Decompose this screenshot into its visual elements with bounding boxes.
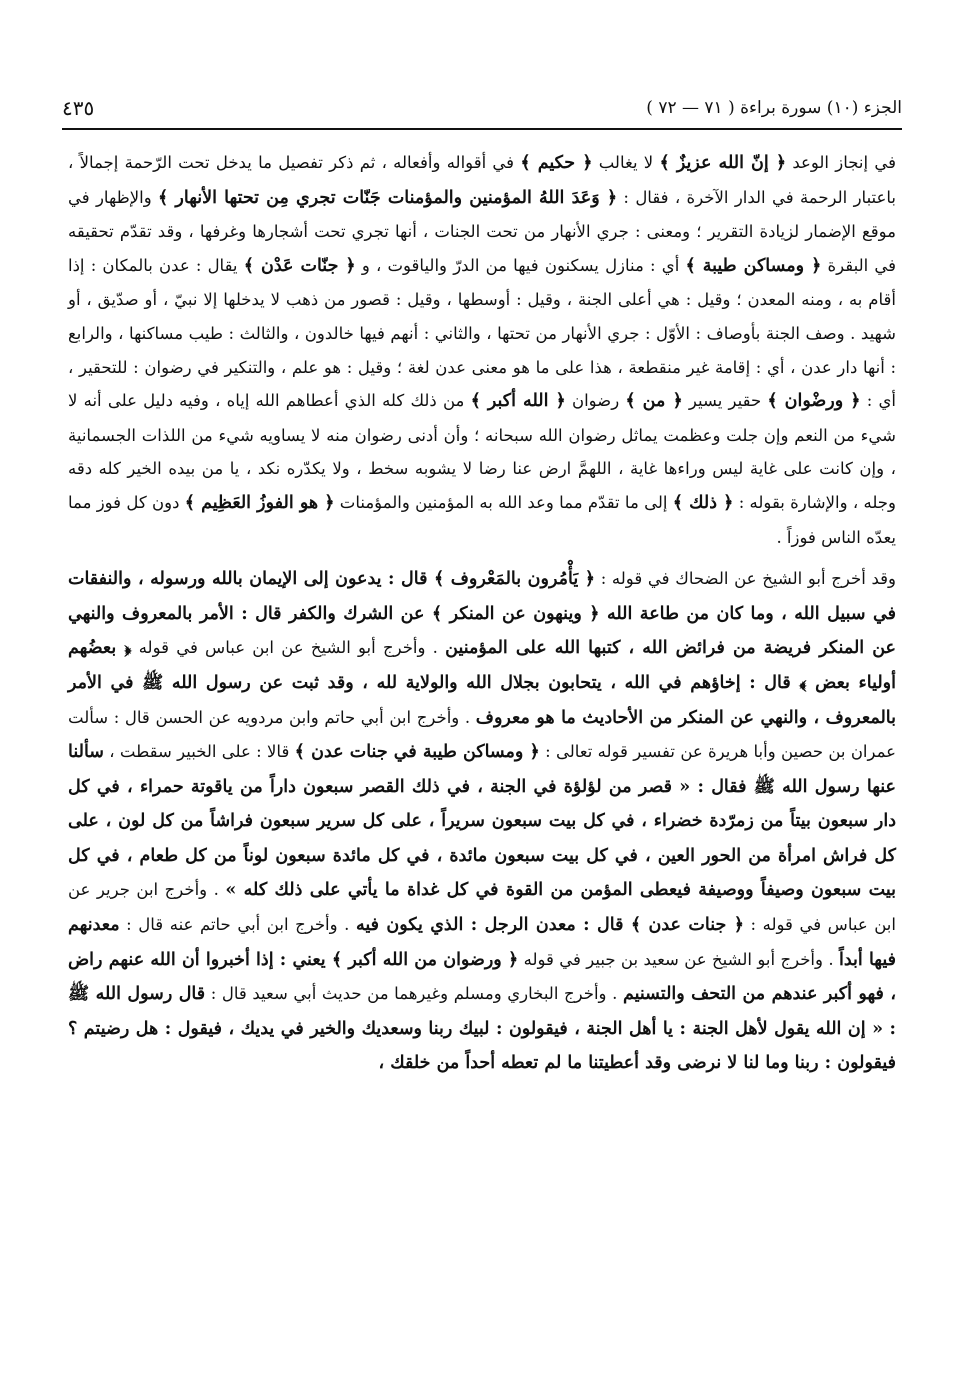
bold-text-segment: ﴿ وَعَدَ اللهُ المؤمنين والمؤمنات جَنّات تجري مِن تحتها الأنهار ﴾ (158, 187, 618, 208)
text-segment: أي : منازل يسكنون فيها من الدرّ والياقوت ، و (355, 255, 686, 275)
text-segment: قالا : على الخبير سقطت ، (103, 742, 295, 762)
bold-text-segment: ﴿ جنات عدن ﴾ قال : معدن الرجل : الذي يكون فيه (355, 915, 744, 936)
text-segment: من ذلك كله الذي أعطاهم الله إياه ، وفيه دليل على أنه لا شيء من النعم وإن جلت وعظمت يماثل رضوان الله سبحانه ؛ وأن أدنى رضوان منه لا يساويه شيء من اللذات الجسمانية ، وإن كانت على غاية ليس وراءها غاية ، اللهمَّ ارض عنا رضا لا يشوبه سخط ، ولا يكدّره نكد ، يا من بيده الخير كله دقه وجله ، والإشارة بقوله : (68, 391, 896, 512)
page-header (62, 96, 902, 130)
text-segment: إلى ما تقدّم مما وعد الله به المؤمنين والمؤمنات (334, 492, 673, 512)
text-segment: والإظهار في موقع الإضمار لزيادة التقرير ؛ ومعنى : جري الأنهار من تحت الجنات ، أنها تجري تحت أشجارها وغرفها ، وقد تقدّم تحقيقه في البقرة (68, 187, 897, 275)
bold-text-segment: ﴿ جنّات عَدْن ﴾ (243, 255, 356, 276)
text-segment: وقد أخرج أبو الشيخ عن الضحاك في قوله : (595, 569, 896, 589)
text-segment: . وأخرج البخاري ومسلم وغيرهما من حديث أبي سعيد قال : (205, 984, 623, 1004)
text-segment: . وأخرج ابن أبي حاتم وابن مردويه عن الحسن قال : سألت عمران بن حصين وأبا هريرة عن تفسير قوله تعالى : (68, 707, 897, 762)
bold-text-segment: ﴿ إنّ الله عزيزٌ ﴾ (659, 153, 787, 173)
bold-text-segment: ﴿ الله أكبر ﴾ (470, 391, 566, 412)
header-rule (62, 128, 902, 130)
text-segment: لا يغالب (592, 153, 660, 172)
body-text (68, 146, 896, 1081)
bold-text-segment: ﴿ من ﴾ (625, 391, 683, 412)
running-title: الجزء (١٠) سورة براءة ( ٧١ — ٧٢ ) (646, 98, 902, 118)
bold-text-segment: ﴿ وينهون عن المنكر ﴾ عن الشرك والكفر قال : الأمر بالمعروف والنهي عن المنكر فريضة من فرائض الله ، كتبها الله على المؤمنين (68, 603, 896, 659)
text-segment: في أقواله وأفعاله ، ثم ذكر تفصيل ما يدخل تحت الرّحمة إجمالاً ، باعتبار الرحمة في الدار الآخرة ، فقال : (68, 153, 896, 207)
text-segment: في إنجاز الوعد (786, 153, 896, 172)
text-segment: رضوان (565, 391, 626, 411)
bold-text-segment: ﴿ ومساكن طيبة في جنات عدن ﴾ (294, 742, 540, 763)
bold-text-segment: ﴿ بعضُهم أولياء بعض ﴾ قال : إخاؤهم في الله ، يتحابون بجلال الله والولاية لله ، وقد ثبت عن رسول الله ﷺ في الأمر بالمعروف ، والنهي عن المنكر من الأحاديث ما هو معروف (68, 638, 896, 728)
paragraph-narrations (68, 562, 896, 1081)
bold-text-segment: ﴿ يَأْمُرون بالمَعْروف ﴾ قال : يدعون إلى الإيمان بالله ورسوله ، والنفقات في سبيل الله ، وما كان من طاعة الله (68, 569, 896, 624)
text-segment: . وأخرج أبو الشيخ عن سعيد بن جبير في قوله (518, 949, 839, 969)
paragraph-commentary (68, 146, 896, 554)
bold-text-segment: سألنا عنها رسول الله ﷺ فقال : « قصر من لؤلؤة في الجنة ، في ذلك القصر سبعون داراً من ياقوتة حمراء ، في كل دار سبعون بيتاً من زمرّدة خضراء ، في كل بيت سبعون سريراً ، على كل سرير سبعون فراشاً من كل لون ، على كل فراش امرأة من الحور العين ، في كل بيت سبعون مائدة ، في كل مائدة سبعون لوناً من كل طعام ، في كل بيت سبعون وصيفاً ووصيفة فيعطى المؤمن من القوة في كل غداة ما يأتي على ذلك كله » (68, 742, 896, 901)
text-segment: . وأخرج أبو الشيخ عن ابن عباس في قوله (131, 638, 446, 658)
bold-text-segment: معدنهم فيها أبداً (68, 915, 897, 970)
text-segment: . وأخرج ابن أبي حاتم عنه قال : (119, 915, 356, 935)
text-segment: حقير يسير (682, 391, 768, 411)
bold-text-segment: ﴿ ذلك ﴾ (672, 492, 734, 513)
bold-text-segment: ﴿ ورضْوان ﴾ (767, 391, 861, 412)
text-segment: . وأخرج ابن جرير عن ابن عباس في قوله : (68, 880, 896, 935)
bold-text-segment: ﴿ ومساكن طيبة ﴾ (685, 255, 822, 276)
bold-text-segment: قال رسول الله ﷺ : « إن الله يقول لأهل الجنة : يا أهل الجنة ، فيقولون : لبيك ربنا وسعديك والخير في يديك ، فيقول : هل رضيتم ؟ فيقولون : ربنا وما لنا لا نرضى وقد أعطيتنا ما لم تعطه أحداً من خلقك ، (68, 984, 896, 1074)
page-number: ٤٣٥ (62, 96, 95, 120)
bold-text-segment: ﴿ حكيم ﴾ (520, 153, 593, 173)
text-segment: يقال : عدن بالمكان : إذا أقام به ، ومنه المعدن ؛ وقيل : هي أعلى الجنة ، وقيل : أوسطها ، وقيل : قصور من ذهب لا يدخلها إلا نبيّ ، أو صدّيق ، أو شهيد . وصف الجنة بأوصاف : الأوّل : جري الأنهار من تحتها ، والثاني : أنهم فيها خالدون ، والثالث : طيب مساكنها ، والرابع : أنها دار عدن ، أي : إقامة غير منقطعة ، هذا على ما هو معنى عدن لغة ؛ وقيل : هو علم ، والتنكير في رضوان : للتحقير ، أي : (68, 255, 896, 411)
bold-text-segment: ﴿ ورضوان من الله أكبر ﴾ يعني : إذا أخبروا أن الله عنهم راض ، فهو أكبر عندهم من التحف والتسنيم (68, 949, 896, 1005)
text-segment: دون كل فوز مما يعدّه الناس فوزاً . (68, 492, 896, 547)
bold-text-segment: ﴿ هو الفوزُ العَظِيم ﴾ (184, 492, 335, 513)
